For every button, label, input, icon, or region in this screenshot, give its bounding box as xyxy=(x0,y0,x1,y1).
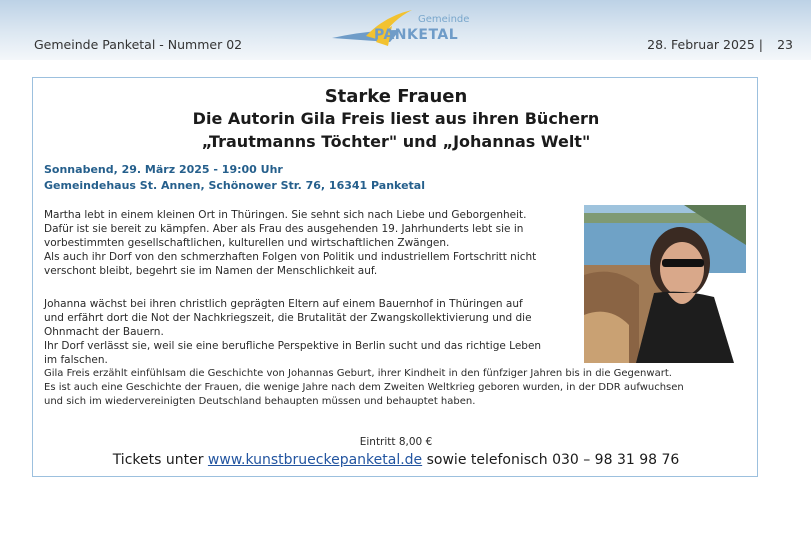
author-photo xyxy=(584,205,746,363)
book-titles: „Trautmanns Töchter" und „Johannas Welt" xyxy=(201,132,591,151)
ticket-info xyxy=(33,452,759,468)
body-line: Martha lebt in einem kleinen Ort in Thüringen. Sie sehnt sich nach Liebe und Geborgenheit. xyxy=(44,209,527,221)
article-title: Starke Frauen xyxy=(324,86,468,107)
issue-date: 28. Februar 2025 | xyxy=(647,37,763,52)
event-date: Sonnabend, 29. März 2025 - 19:00 Uhr xyxy=(44,163,283,176)
article-subtitle: Die Autorin Gila Freis liest aus ihren Büchern xyxy=(192,109,600,128)
body-line: Gila Freis erzählt einfühlsam die Geschichte von Johannas Geburt, ihrer Kindheit in den fünfziger Jahren bis in die Gegenwart. xyxy=(44,368,672,379)
body-line: verschont bleibt, begehrt sie im Namen der Menschlichkeit auf. xyxy=(44,265,378,277)
tickets-suffix: sowie telefonisch 030 – 98 31 98 76 xyxy=(426,452,680,468)
body-line: Ihr Dorf verlässt sie, weil sie eine berufliche Perspektive in Berlin sucht und das richtige Leben xyxy=(44,340,542,352)
body-line: und erfährt dort die Not der Nachkriegszeit, die Brutalität der Zwangskollektivierung und die xyxy=(44,312,532,324)
tickets-prefix: Tickets unter xyxy=(112,452,204,468)
body-line: im falschen. xyxy=(44,354,108,366)
admission-price: Eintritt 8,00 € xyxy=(359,436,433,448)
logo-text-big: PANKETAL xyxy=(374,27,459,43)
body-line: Dafür ist sie bereit zu kämpfen. Aber als Frau des ausgehenden 19. Jahrhunderts lebt sie in xyxy=(44,223,524,235)
page-number: 23 xyxy=(777,37,793,52)
body-line: Ohnmacht der Bauern. xyxy=(44,326,164,338)
body-line: vorbestimmten gesellschaftlichen, kulturellen und wirtschaftlichen Zwängen. xyxy=(44,237,450,249)
event-location: Gemeindehaus St. Annen, Schönower Str. 76, 16341 Panketal xyxy=(44,179,425,192)
body-line: Johanna wächst bei ihren christlich geprägten Eltern auf einem Bauernhof in Thüringen auf xyxy=(44,298,523,310)
body-line: und sich im wiedervereinigten Deutschland behaupten müssen und behauptet haben. xyxy=(44,396,476,407)
tickets-link[interactable]: www.kunstbrueckepanketal.de xyxy=(207,452,423,468)
body-line: Es ist auch eine Geschichte der Frauen, die wenige Jahre nach dem Zweiten Weltkrieg geboren wurden, in der DDR aufwuchsen xyxy=(44,382,684,393)
publication-name: Gemeinde Panketal - Nummer 02 xyxy=(34,37,243,52)
body-line: Als auch ihr Dorf von den schmerzhaften Folgen von Politik und industriellem Fortschritt nicht xyxy=(44,251,537,263)
logo-text-small: Gemeinde xyxy=(418,14,470,25)
